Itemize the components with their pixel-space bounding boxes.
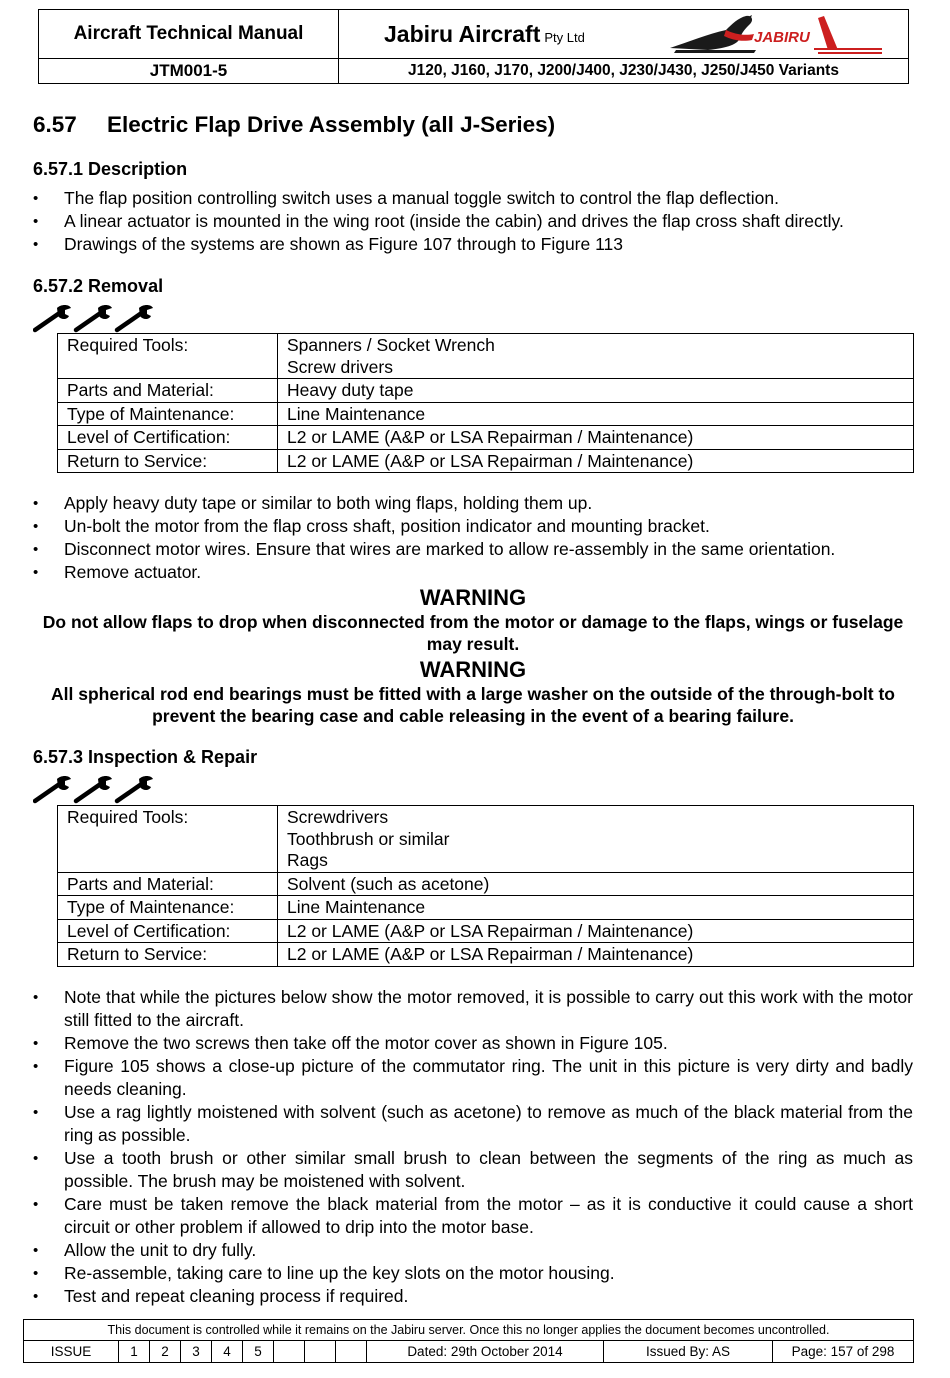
inspection-step: • Note that while the pictures below show the motor removed, it is possible to carry out this work with the motor still fitted to the aircraft. <box>33 986 913 1032</box>
section-title-text: Electric Flap Drive Assembly (all J-Series) <box>107 112 556 137</box>
document-number: JTM001-5 <box>39 59 339 84</box>
requirement-label: Level of Certification: <box>58 919 278 943</box>
wrench-icon <box>76 305 112 330</box>
inspection-step: • Test and repeat cleaning process if required. <box>33 1285 913 1308</box>
warning-title-2: WARNING <box>419 657 527 682</box>
issued-by: Issued By: AS <box>604 1341 773 1363</box>
requirement-value <box>278 449 914 473</box>
requirement-value-line: L2 or LAME (A&P or LSA Repairman / Maintenance) <box>287 450 694 471</box>
issue-cell: 1 <box>119 1341 150 1363</box>
description-heading: 6.57.1 Description <box>33 159 188 179</box>
company-suffix: Pty Ltd <box>544 29 585 45</box>
requirement-label: Required Tools: <box>58 334 278 379</box>
description-bullet: • A linear actuator is mounted in the wing root (inside the cabin) and drives the flap cross shaft directly. <box>33 210 913 233</box>
warning-title-1: WARNING <box>419 585 527 610</box>
description-bullet: • The flap position controlling switch uses a manual toggle switch to control the flap deflection. <box>33 187 913 210</box>
table-row <box>58 943 914 967</box>
table-row <box>58 402 914 426</box>
wrench-icon <box>117 776 153 801</box>
company-name: Jabiru Aircraft <box>384 20 541 47</box>
issue-cell: 2 <box>150 1341 181 1363</box>
description-list <box>33 187 913 256</box>
inspection-step: • Care must be taken remove the black material from the motor – as it is conductive it could cause a short circuit or other problem if allowed to drip into the motor base. <box>33 1193 913 1239</box>
requirement-label: Type of Maintenance: <box>58 896 278 920</box>
requirement-value-line: L2 or LAME (A&P or LSA Repairman / Maintenance) <box>287 920 694 941</box>
document-footer <box>23 1319 914 1363</box>
requirement-value-line: Line Maintenance <box>287 897 426 917</box>
table-row <box>58 919 914 943</box>
table-row <box>58 334 914 379</box>
issue-cell: 3 <box>181 1341 212 1363</box>
requirement-value-line: L2 or LAME (A&P or LSA Repairman / Maintenance) <box>287 427 694 447</box>
wrench-icon <box>117 305 153 330</box>
warning-text-2: All spherical rod end bearings must be fitted with a large washer on the outside of the through-bolt to prevent the bearing case and cable releasing in the event of a bearing failure. <box>51 684 895 726</box>
requirement-value <box>278 402 914 426</box>
requirement-label: Parts and Material: <box>58 872 278 896</box>
requirement-label: Type of Maintenance: <box>58 402 278 426</box>
requirement-value-line: Heavy duty tape <box>287 380 414 400</box>
document-header <box>38 9 909 84</box>
inspection-steps-list <box>33 986 913 1308</box>
requirement-value-line: Spanners / Socket Wrench <box>287 335 495 355</box>
removal-step: • Disconnect motor wires. Ensure that wires are marked to allow re-assembly in the same orientation. <box>33 538 913 561</box>
requirement-value <box>278 943 914 967</box>
issue-cell <box>336 1341 367 1363</box>
requirement-value <box>278 896 914 920</box>
removal-step: • Apply heavy duty tape or similar to both wing flaps, holding them up. <box>33 492 913 515</box>
variants-list: J120, J160, J170, J200/J400, J230/J430, J250/J450 Variants <box>339 59 909 84</box>
requirement-label: Return to Service: <box>58 449 278 473</box>
logo-wordmark: JABIRU <box>754 29 810 46</box>
requirement-value-line: L2 or LAME (A&P or LSA Repairman / Maintenance) <box>287 944 694 964</box>
manual-title: Aircraft Technical Manual <box>39 10 339 59</box>
inspection-step: • Use a tooth brush or other similar small brush to clean between the segments of the ring as much as possible. The brush may be moistened with solvent. <box>33 1147 913 1193</box>
table-row <box>58 806 914 873</box>
requirement-value <box>278 334 914 379</box>
inspection-step: • Figure 105 shows a close-up picture of the commutator ring. The unit in this picture is very dirty and badly needs cleaning. <box>33 1055 913 1101</box>
issue-cell <box>274 1341 305 1363</box>
inspection-step: • Use a rag lightly moistened with solvent (such as acetone) to remove as much of the black material from the ring as possible. <box>33 1101 913 1147</box>
removal-steps-list <box>33 492 913 584</box>
wrench-icon <box>35 776 71 801</box>
wrench-icon <box>76 776 112 801</box>
requirement-value-line: Screw drivers <box>287 356 393 377</box>
section-number: 6.57 <box>33 112 77 137</box>
requirement-value-line: Line Maintenance <box>287 403 426 424</box>
inspection-step: • Re-assemble, taking care to line up the key slots on the motor housing. <box>33 1262 913 1285</box>
table-row <box>58 449 914 473</box>
removal-step: • Remove actuator. <box>33 561 913 584</box>
requirement-value-line: Screwdrivers <box>287 807 389 827</box>
issue-cell <box>305 1341 336 1363</box>
jabiru-logo <box>668 12 884 56</box>
removal-heading: 6.57.2 Removal <box>33 276 164 296</box>
company-cell <box>339 10 909 59</box>
table-row <box>58 426 914 450</box>
control-notice: This document is controlled while it remains on the Jabiru server. Once this no longer applies the document becomes uncontrolled. <box>24 1320 914 1341</box>
warning-text-1: Do not allow flaps to drop when disconnected from the motor or damage to the flaps, wings or fuselage may result. <box>42 612 904 654</box>
requirement-value-line: Toothbrush or similar <box>287 828 450 849</box>
issue-cell: 5 <box>243 1341 274 1363</box>
inspection-step: • Allow the unit to dry fully. <box>33 1239 913 1262</box>
requirement-label: Parts and Material: <box>58 379 278 403</box>
requirement-value <box>278 872 914 896</box>
requirement-label: Return to Service: <box>58 943 278 967</box>
requirement-value <box>278 379 914 403</box>
requirement-value <box>278 806 914 873</box>
requirement-value-line: Solvent (such as acetone) <box>287 873 490 894</box>
requirement-label: Required Tools: <box>58 806 278 873</box>
page-number: Page: 157 of 298 <box>773 1341 914 1363</box>
requirement-value <box>278 919 914 943</box>
requirement-value <box>278 426 914 450</box>
issue-label: ISSUE <box>24 1341 119 1363</box>
removal-step: • Un-bolt the motor from the flap cross shaft, position indicator and mounting bracket. <box>33 515 913 538</box>
requirement-label: Level of Certification: <box>58 426 278 450</box>
requirement-value-line: Rags <box>287 850 328 870</box>
inspection-heading: 6.57.3 Inspection & Repair <box>33 747 258 767</box>
dated: Dated: 29th October 2014 <box>367 1341 604 1363</box>
removal-requirements-table <box>57 333 914 473</box>
table-row <box>58 872 914 896</box>
issue-cell: 4 <box>212 1341 243 1363</box>
inspection-step: • Remove the two screws then take off the motor cover as shown in Figure 105. <box>33 1032 913 1055</box>
table-row <box>58 379 914 403</box>
description-bullet: • Drawings of the systems are shown as Figure 107 through to Figure 113 <box>33 233 913 256</box>
section-title <box>33 112 555 138</box>
wrench-icon <box>35 305 71 330</box>
table-row <box>58 896 914 920</box>
inspection-requirements-table <box>57 805 914 967</box>
